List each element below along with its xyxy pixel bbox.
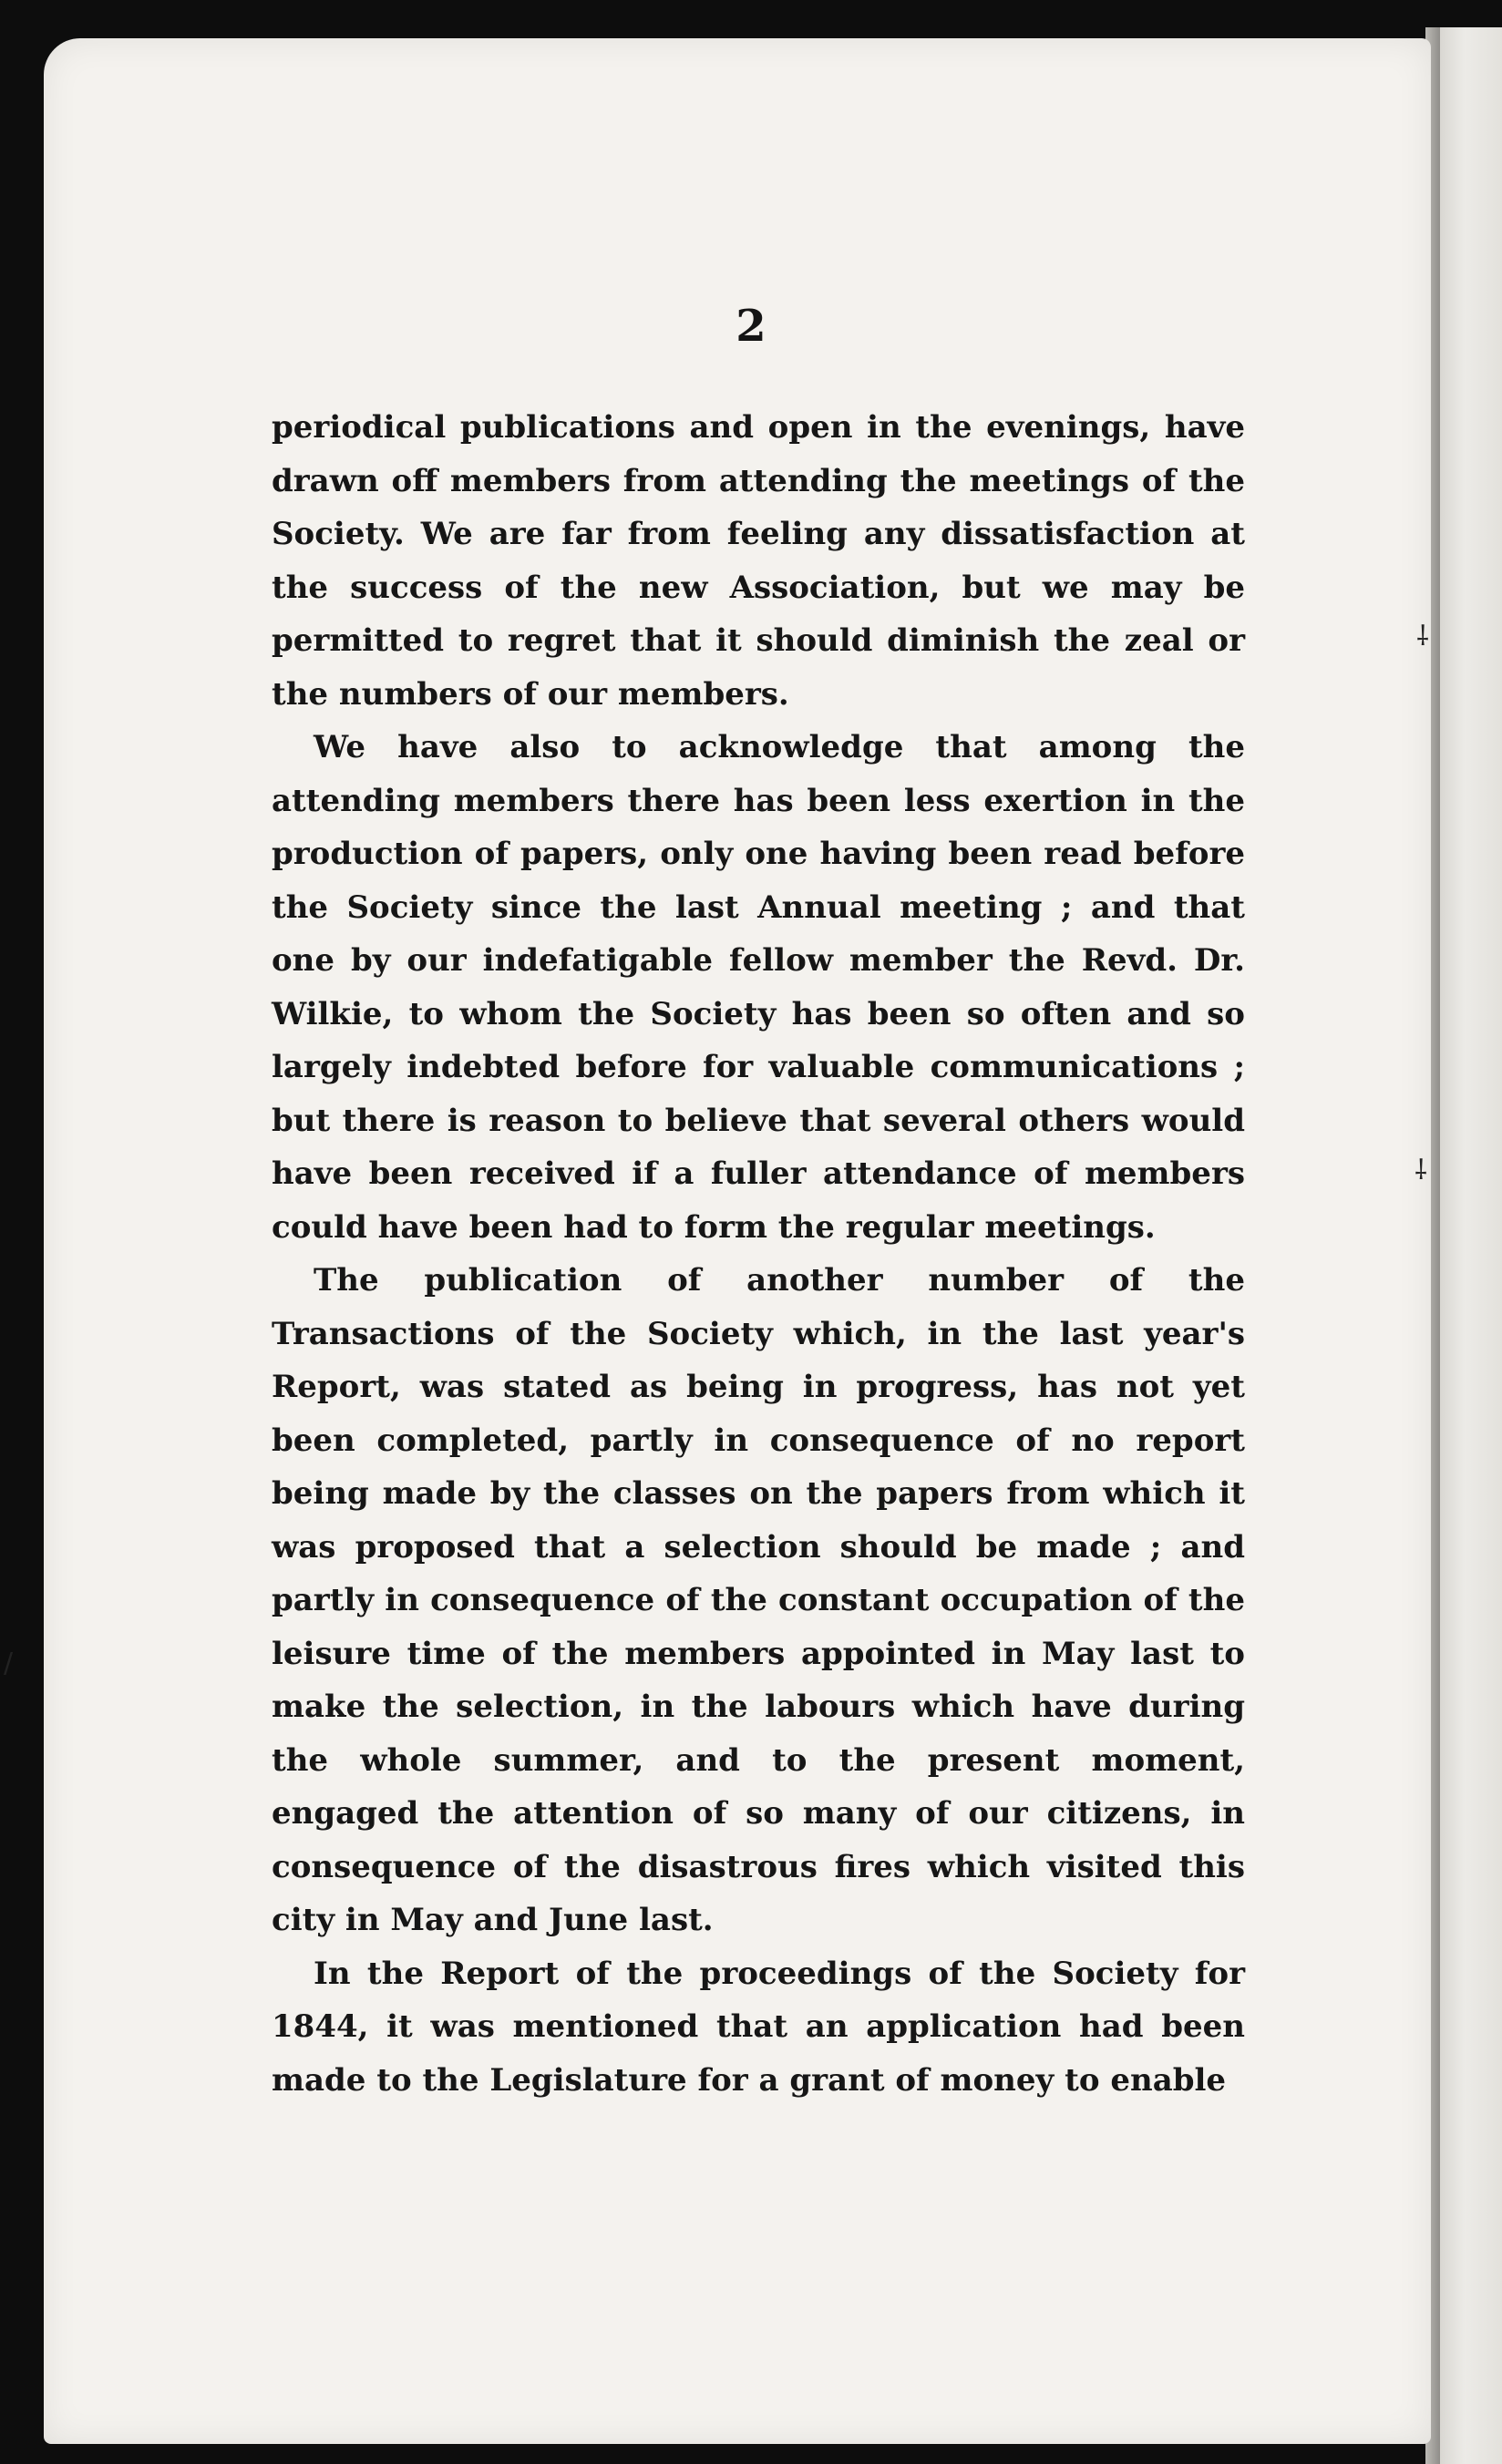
page-number: 2 [736, 301, 766, 352]
adjacent-page-edge [1440, 27, 1502, 2464]
margin-smudge: / [4, 1648, 14, 1679]
paragraph-4: In the Report of the proceedings of the Society for 1844, it was mentioned that an application had been made to the Legislature for a grant of money to enable [272, 1955, 1245, 2099]
paragraph-2: We have also to acknowledge that among the attending members there has been less exertion in the production of papers, only one having been read before the Society since the last Annual meeting ; and that one by our indefatigable fellow member the Revd. Dr. Wilkie, to whom the Society has been so often and so largely indebted before for valuable communications ; but there is reason to believe that several others would have been received if a fuller attendance of members could have been had to form the regular meetings. [272, 729, 1245, 1246]
margin-smudge: ⸸ [1416, 621, 1430, 652]
page-body [272, 401, 1245, 2107]
margin-smudge: ⸸ [1415, 1155, 1428, 1186]
paragraph-3: The publication of another number of the Transactions of the Society which, in the last year's Report, was stated as being in progress, has not yet been completed, partly in consequence of no report being made by the classes on the papers from which it was proposed that a selection should be made ; and partly in consequence of the constant occupation of the leisure time of the members appointed in May last to make the selection, in the labours which have during the whole summer, and to the present moment, engaged the attention of so many of our citizens, in consequence of the disastrous fires which visited this city in May and June last. [272, 1262, 1245, 1938]
paragraph-1: periodical publications and open in the evenings, have drawn off members from attending the meetings of the Society. We are far from feeling any dissatisfaction at the success of the new Association, but we may be permitted to regret that it should diminish the zeal or the numbers of our members. [272, 409, 1245, 713]
